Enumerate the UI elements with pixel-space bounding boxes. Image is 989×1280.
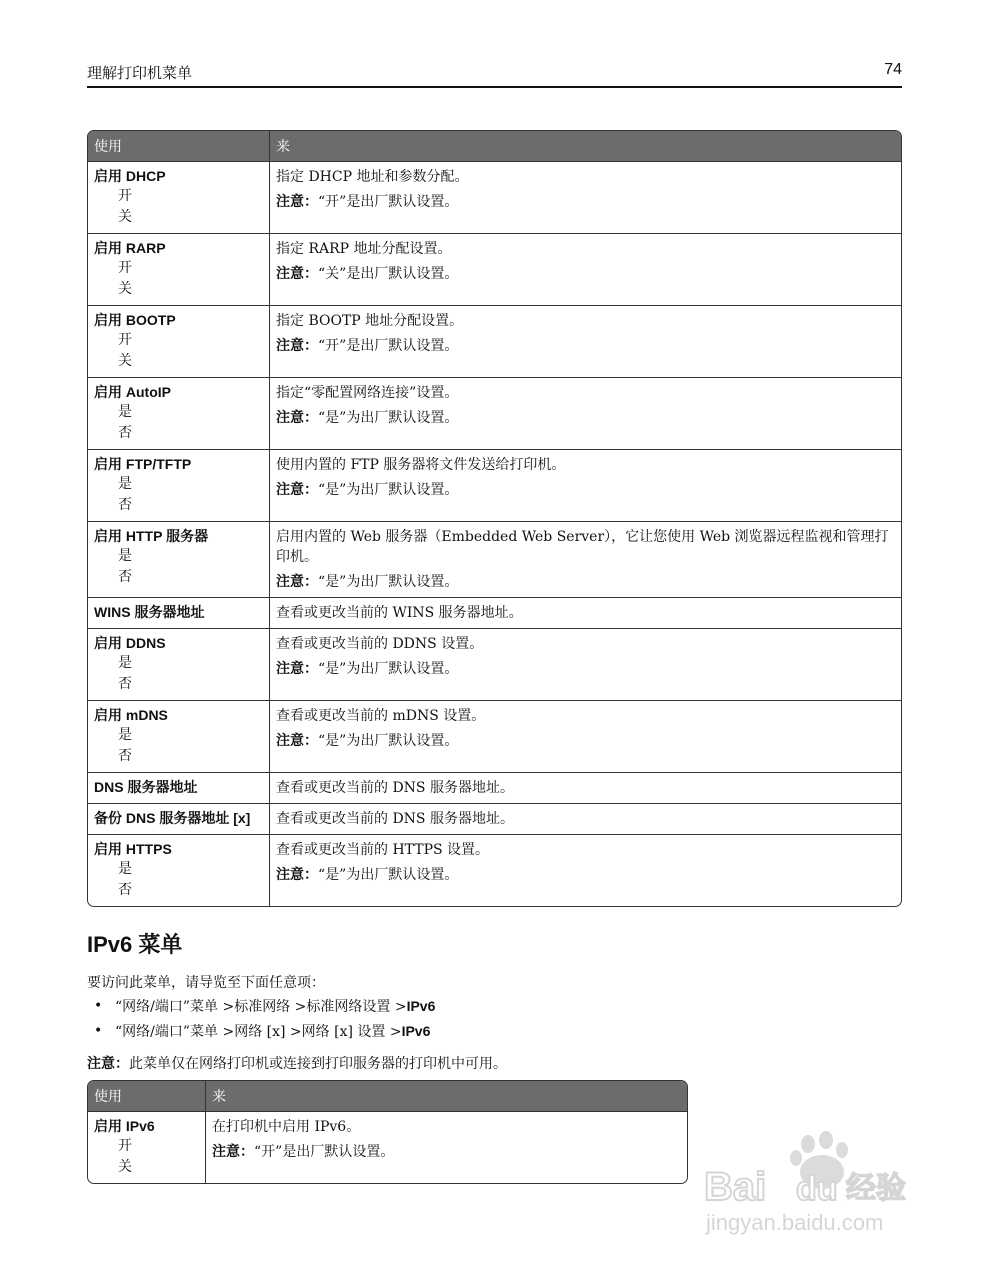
column-header-purpose: 来 bbox=[270, 131, 901, 161]
setting-description: 查看或更改当前的 mDNS 设置。 bbox=[276, 708, 486, 724]
setting-note bbox=[276, 659, 895, 679]
note-label: 注意： bbox=[212, 1143, 254, 1159]
note-text: “开”是出厂默认设置。 bbox=[254, 1144, 395, 1160]
watermark-brand-cn: 经验 bbox=[846, 1171, 906, 1206]
setting-description: 查看或更改当前的 DNS 服务器地址。 bbox=[276, 811, 514, 827]
table-row bbox=[88, 233, 901, 305]
note-text: “是”为出厂默认设置。 bbox=[318, 867, 459, 883]
description-cell bbox=[270, 305, 901, 377]
setting-option: 否 bbox=[118, 569, 132, 585]
setting-name: 备份 DNS 服务器地址 [x] bbox=[94, 810, 251, 826]
description-cell bbox=[270, 161, 901, 233]
description-cell bbox=[270, 628, 901, 700]
watermark-brand: Bai bbox=[704, 1165, 767, 1209]
ipv6-settings-table bbox=[87, 1080, 688, 1184]
setting-option: 关 bbox=[118, 281, 132, 297]
path-lead: “网络/端口”菜单 >标准网络 >标准网络设置 > bbox=[115, 999, 407, 1015]
setting-cell bbox=[88, 233, 270, 305]
setting-cell bbox=[88, 305, 270, 377]
note-label: 注意： bbox=[276, 573, 318, 589]
watermark-brand-du: du bbox=[796, 1170, 838, 1208]
setting-name: 启用 HTTP 服务器 bbox=[94, 528, 209, 544]
setting-cell bbox=[88, 521, 270, 597]
setting-description: 指定“零配置网络连接”设置。 bbox=[276, 385, 459, 401]
note-label: 注意： bbox=[276, 660, 318, 676]
setting-note bbox=[276, 192, 895, 212]
setting-option: 关 bbox=[118, 353, 132, 369]
setting-cell bbox=[88, 449, 270, 521]
table-row bbox=[88, 161, 901, 233]
table-row bbox=[88, 1111, 687, 1183]
column-header-purpose: 来 bbox=[206, 1081, 687, 1111]
setting-cell bbox=[88, 772, 270, 803]
list-item bbox=[87, 995, 435, 1020]
list-item bbox=[87, 1020, 435, 1045]
setting-option: 否 bbox=[118, 425, 132, 441]
setting-cell bbox=[88, 834, 270, 906]
path-target: IPv6 bbox=[406, 998, 436, 1014]
table-row bbox=[88, 700, 901, 772]
setting-option: 开 bbox=[118, 260, 132, 276]
ipv6-note bbox=[87, 1053, 507, 1073]
setting-cell bbox=[88, 1111, 206, 1183]
setting-cell bbox=[88, 628, 270, 700]
setting-note bbox=[276, 572, 895, 592]
note-label: 注意： bbox=[87, 1055, 129, 1071]
note-label: 注意： bbox=[276, 265, 318, 281]
note-label: 注意： bbox=[276, 193, 318, 209]
setting-note bbox=[276, 480, 895, 500]
setting-name: 启用 IPv6 bbox=[94, 1118, 155, 1134]
setting-name: 启用 BOOTP bbox=[94, 312, 176, 328]
setting-option: 开 bbox=[118, 332, 132, 348]
note-text: 此菜单仅在网络打印机或连接到打印服务器的打印机中可用。 bbox=[129, 1056, 507, 1072]
note-text: “是”为出厂默认设置。 bbox=[318, 661, 459, 677]
setting-name: DNS 服务器地址 bbox=[94, 779, 198, 795]
note-text: “关”是出厂默认设置。 bbox=[318, 266, 459, 282]
setting-option: 否 bbox=[118, 497, 132, 513]
setting-note bbox=[276, 408, 895, 428]
setting-option: 是 bbox=[118, 476, 132, 492]
table-row bbox=[88, 377, 901, 449]
setting-option: 否 bbox=[118, 748, 132, 764]
setting-name: 启用 DDNS bbox=[94, 635, 166, 651]
description-cell bbox=[270, 772, 901, 803]
description-cell bbox=[270, 834, 901, 906]
setting-option: 开 bbox=[118, 188, 132, 204]
setting-description: 使用内置的 FTP 服务器将文件发送给打印机。 bbox=[276, 457, 566, 473]
setting-description: 在打印机中启用 IPv6。 bbox=[212, 1119, 361, 1135]
note-text: “开”是出厂默认设置。 bbox=[318, 194, 459, 210]
setting-option: 关 bbox=[118, 1159, 132, 1175]
note-text: “是”为出厂默认设置。 bbox=[318, 410, 459, 426]
table-row bbox=[88, 449, 901, 521]
note-text: “是”为出厂默认设置。 bbox=[318, 574, 459, 590]
setting-option: 否 bbox=[118, 882, 132, 898]
setting-option: 是 bbox=[118, 861, 132, 877]
table-row bbox=[88, 803, 901, 834]
setting-description: 查看或更改当前的 DDNS 设置。 bbox=[276, 636, 484, 652]
description-cell bbox=[270, 377, 901, 449]
setting-name: 启用 DHCP bbox=[94, 168, 166, 184]
note-label: 注意： bbox=[276, 337, 318, 353]
navigation-path-list bbox=[87, 995, 435, 1045]
setting-option: 开 bbox=[118, 1138, 132, 1154]
path-lead: “网络/端口”菜单 >网络 [x] >网络 [x] 设置 > bbox=[115, 1024, 402, 1040]
note-label: 注意： bbox=[276, 409, 318, 425]
setting-option: 是 bbox=[118, 548, 132, 564]
header-title: 理解打印机菜单 bbox=[87, 64, 193, 82]
setting-option: 是 bbox=[118, 404, 132, 420]
table-row bbox=[88, 772, 901, 803]
setting-cell bbox=[88, 597, 270, 628]
description-cell bbox=[270, 449, 901, 521]
note-text: “是”为出厂默认设置。 bbox=[318, 482, 459, 498]
setting-name: 启用 FTP/TFTP bbox=[94, 456, 192, 472]
setting-description: 指定 BOOTP 地址分配设置。 bbox=[276, 313, 464, 329]
setting-cell bbox=[88, 803, 270, 834]
setting-description: 启用内置的 Web 服务器（Embedded Web Server），它让您使用 Web 浏览器远程监视和管理打印机。 bbox=[276, 529, 889, 565]
setting-option: 是 bbox=[118, 655, 132, 671]
description-cell bbox=[206, 1111, 687, 1183]
table-row bbox=[88, 597, 901, 628]
setting-note bbox=[276, 336, 895, 356]
setting-cell bbox=[88, 700, 270, 772]
setting-name: 启用 HTTPS bbox=[94, 841, 172, 857]
setting-description: 查看或更改当前的 DNS 服务器地址。 bbox=[276, 780, 514, 796]
table-row bbox=[88, 305, 901, 377]
setting-cell bbox=[88, 377, 270, 449]
note-label: 注意： bbox=[276, 732, 318, 748]
bullet: • bbox=[94, 998, 103, 1014]
table-row bbox=[88, 521, 901, 597]
setting-description: 指定 DHCP 地址和参数分配。 bbox=[276, 169, 469, 185]
setting-option: 否 bbox=[118, 676, 132, 692]
note-text: “是”为出厂默认设置。 bbox=[318, 733, 459, 749]
description-cell bbox=[270, 521, 901, 597]
description-cell bbox=[270, 597, 901, 628]
setting-name: WINS 服务器地址 bbox=[94, 604, 205, 620]
setting-description: 查看或更改当前的 HTTPS 设置。 bbox=[276, 842, 490, 858]
setting-name: 启用 AutoIP bbox=[94, 384, 171, 400]
note-label: 注意： bbox=[276, 481, 318, 497]
note-label: 注意： bbox=[276, 866, 318, 882]
column-header-use: 使用 bbox=[88, 131, 270, 161]
watermark-url: jingyan.baidu.com bbox=[706, 1210, 884, 1235]
description-cell bbox=[270, 233, 901, 305]
bullet: • bbox=[94, 1023, 103, 1039]
setting-name: 启用 RARP bbox=[94, 240, 166, 256]
table-header-row bbox=[88, 1081, 687, 1111]
network-settings-table bbox=[87, 130, 902, 907]
setting-option: 关 bbox=[118, 209, 132, 225]
description-cell bbox=[270, 700, 901, 772]
baidu-jingyan-watermark bbox=[700, 1130, 940, 1240]
description-cell bbox=[270, 803, 901, 834]
path-target: IPv6 bbox=[401, 1023, 431, 1039]
setting-option: 是 bbox=[118, 727, 132, 743]
setting-note bbox=[276, 264, 895, 284]
column-header-use: 使用 bbox=[88, 1081, 206, 1111]
page-header bbox=[87, 58, 902, 88]
page-number: 74 bbox=[884, 61, 902, 78]
section-title-ipv6: IPv6 菜单 bbox=[87, 932, 183, 957]
setting-description: 指定 RARP 地址分配设置。 bbox=[276, 241, 452, 257]
note-text: “开”是出厂默认设置。 bbox=[318, 338, 459, 354]
setting-description: 查看或更改当前的 WINS 服务器地址。 bbox=[276, 605, 523, 621]
setting-cell bbox=[88, 161, 270, 233]
setting-note bbox=[276, 865, 895, 885]
setting-note bbox=[212, 1142, 681, 1162]
setting-name: 启用 mDNS bbox=[94, 707, 168, 723]
table-header-row bbox=[88, 131, 901, 161]
setting-note bbox=[276, 731, 895, 751]
table-row bbox=[88, 834, 901, 906]
table-row bbox=[88, 628, 901, 700]
ipv6-intro: 要访问此菜单，请导览至下面任意项： bbox=[87, 975, 325, 991]
